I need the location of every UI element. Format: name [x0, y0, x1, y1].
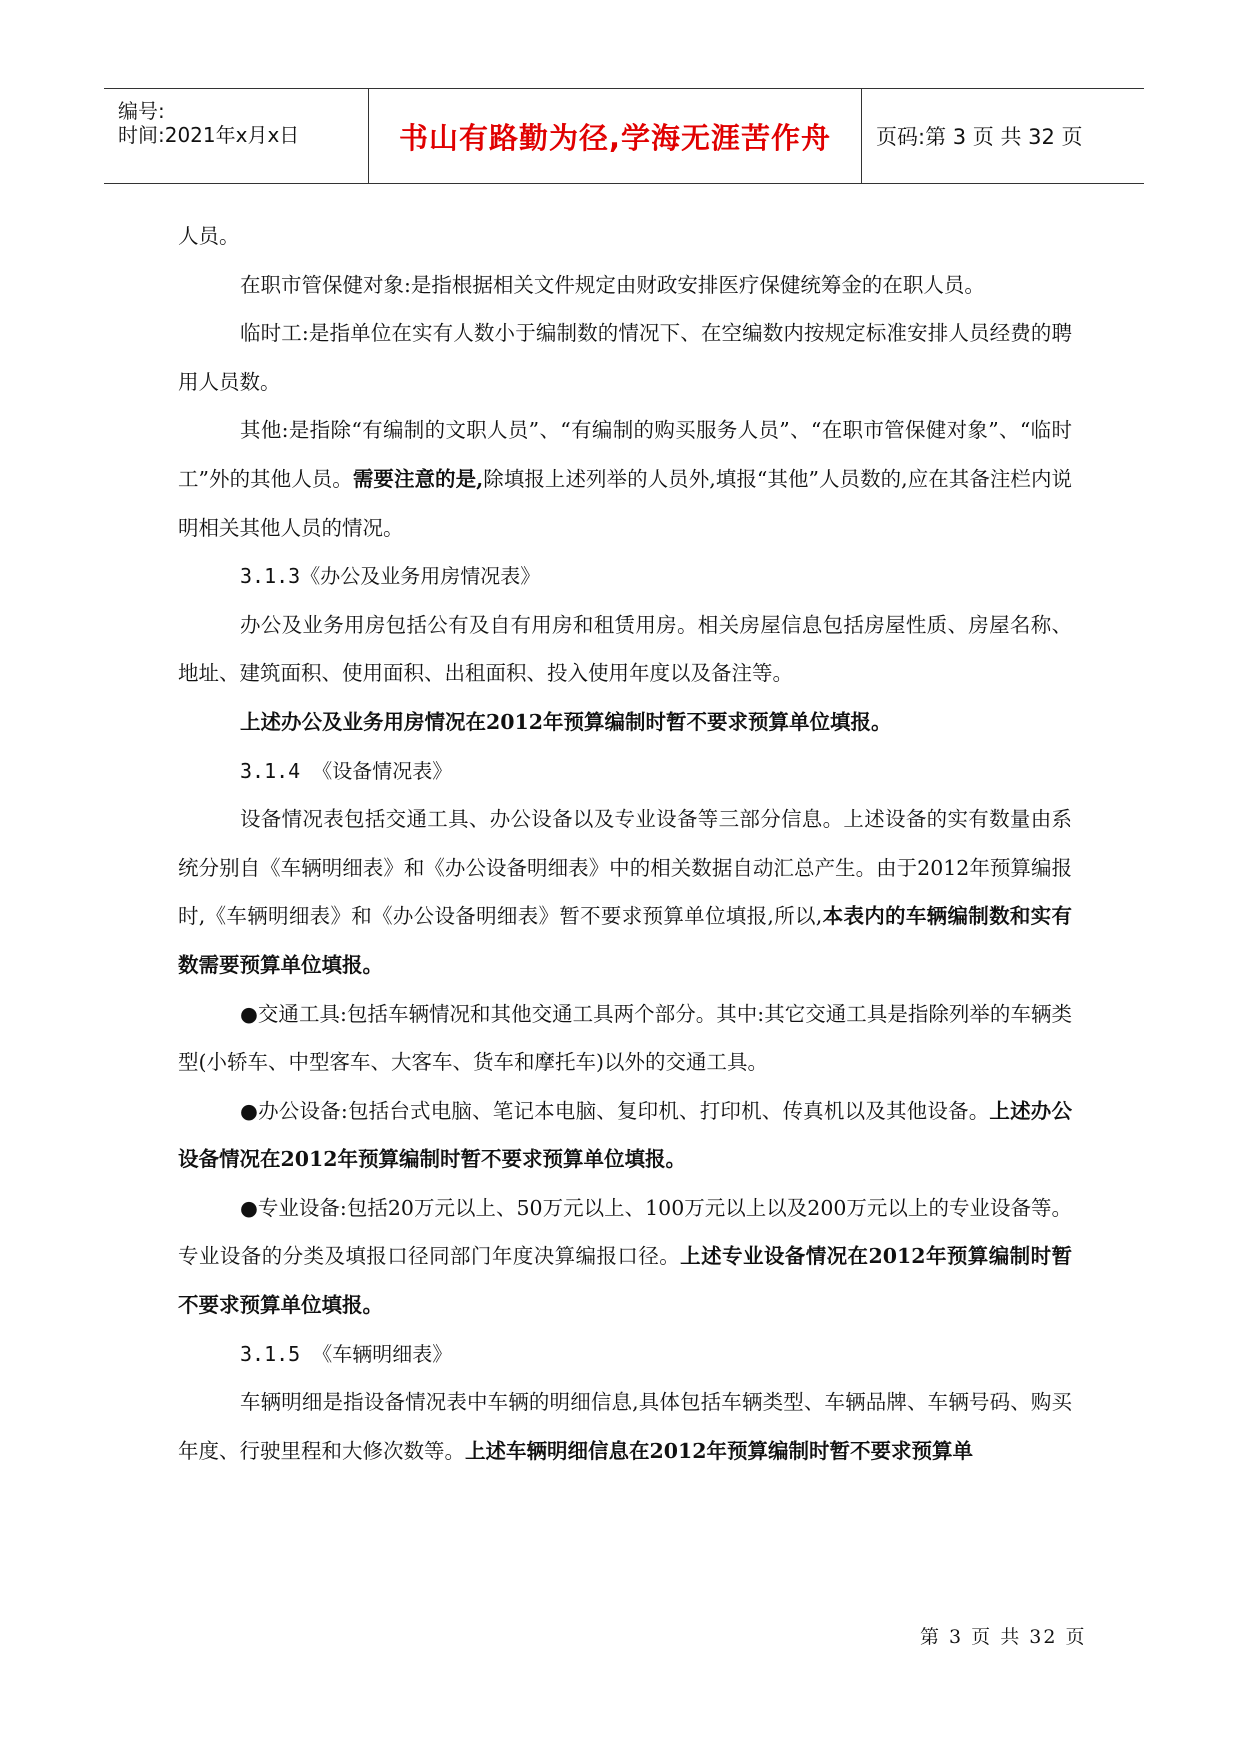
page-footer-number: 第 3 页 共 32 页 [920, 1626, 1087, 1648]
paragraph-text: ●专业设备:包括20万元以上、50万元以上、100万元以上以及200万元以上的专业设备等。专业设备的分类及填报口径同部门年度决算编报口径。 [178, 1195, 1072, 1269]
header-motto-cell [369, 89, 862, 183]
bold-note: 上述专业设备情况在2012年预算编制时暂不要求预算单位填报。 [178, 1244, 1073, 1318]
header-meta-cell [104, 89, 369, 183]
paragraph: 人员。 [178, 224, 240, 248]
bullet-paragraph: ●交通工具:包括车辆情况和其他交通工具两个部分。其中:其它交通工具是指除列举的车辆类型(小轿车、中型客车、大客车、货车和摩托车)以外的交通工具。 [178, 1001, 1072, 1075]
bold-note: 上述办公设备情况在2012年预算编制时暂不要求预算单位填报。 [178, 1098, 1072, 1172]
paragraph-text: 其他:是指除“有编制的文职人员”、“有编制的购买服务人员”、“在职市管保健对象”、“临时工”外的其他人员。 [178, 418, 1072, 491]
header-page-cell [862, 89, 1144, 183]
paragraph-text: ●办公设备:包括台式电脑、笔记本电脑、复印机、打印机、传真机以及其他设备。 [240, 1098, 990, 1123]
paragraph: 在职市管保健对象:是指根据相关文件规定由财政安排医疗保健统筹金的在职人员。 [240, 272, 985, 297]
section-heading: 3.1.4 《设备情况表》 [240, 758, 453, 783]
paragraph: 临时工:是指单位在实有人数小于编制数的情况下、在空编数内按规定标准安排人员经费的聘用人员数。 [178, 321, 1072, 394]
header-motto: 书山有路勤为径,学海无涯苦作舟 [398, 120, 832, 155]
paragraph-text: 设备情况表包括交通工具、办公设备以及专业设备等三部分信息。上述设备的实有数量由系统分别自《车辆明细表》和《办公设备明细表》中的相关数据自动汇总产生。由于2012年预算编报时,《车辆明细表》和《办公设备明细表》暂不要求预算单位填报,所以, [178, 807, 1072, 929]
bullet-paragraph [178, 1087, 1072, 1184]
paragraph-text: 车辆明细是指设备情况表中车辆的明细信息,具体包括车辆类型、车辆品牌、车辆号码、购买年度、行驶里程和大修次数等。 [178, 1390, 1072, 1463]
paragraph [178, 1378, 1072, 1475]
bold-note: 本表内的车辆编制数和实有数需要预算单位填报。 [178, 904, 1072, 977]
section-heading: 3.1.5 《车辆明细表》 [240, 1341, 453, 1366]
bold-note: 需要注意的是, [352, 466, 484, 491]
paragraph-text: 除填报上述列举的人员外,填报“其他”人员数的,应在其备注栏内说明相关其他人员的情况。 [178, 466, 1073, 540]
document-time-label: 时间:2021年x月x日 [118, 123, 300, 147]
page-header [104, 88, 1144, 184]
bullet-paragraph [178, 1184, 1072, 1330]
paragraph: 办公及业务用房包括公有及自有用房和租赁用房。相关房屋信息包括房屋性质、房屋名称、地址、建筑面积、使用面积、出租面积、投入使用年度以及备注等。 [178, 612, 1072, 686]
header-page-number: 页码:第 3 页 共 32 页 [876, 125, 1083, 149]
bold-paragraph: 上述办公及业务用房情况在2012年预算编制时暂不要求预算单位填报。 [240, 709, 892, 734]
bold-note: 上述车辆明细信息在2012年预算编制时暂不要求预算单 [465, 1438, 974, 1463]
document-body [178, 212, 1072, 1475]
section-heading: 3.1.3《办公及业务用房情况表》 [240, 564, 541, 589]
paragraph [178, 795, 1072, 989]
document-number-label: 编号: [118, 99, 165, 123]
paragraph [178, 406, 1072, 552]
